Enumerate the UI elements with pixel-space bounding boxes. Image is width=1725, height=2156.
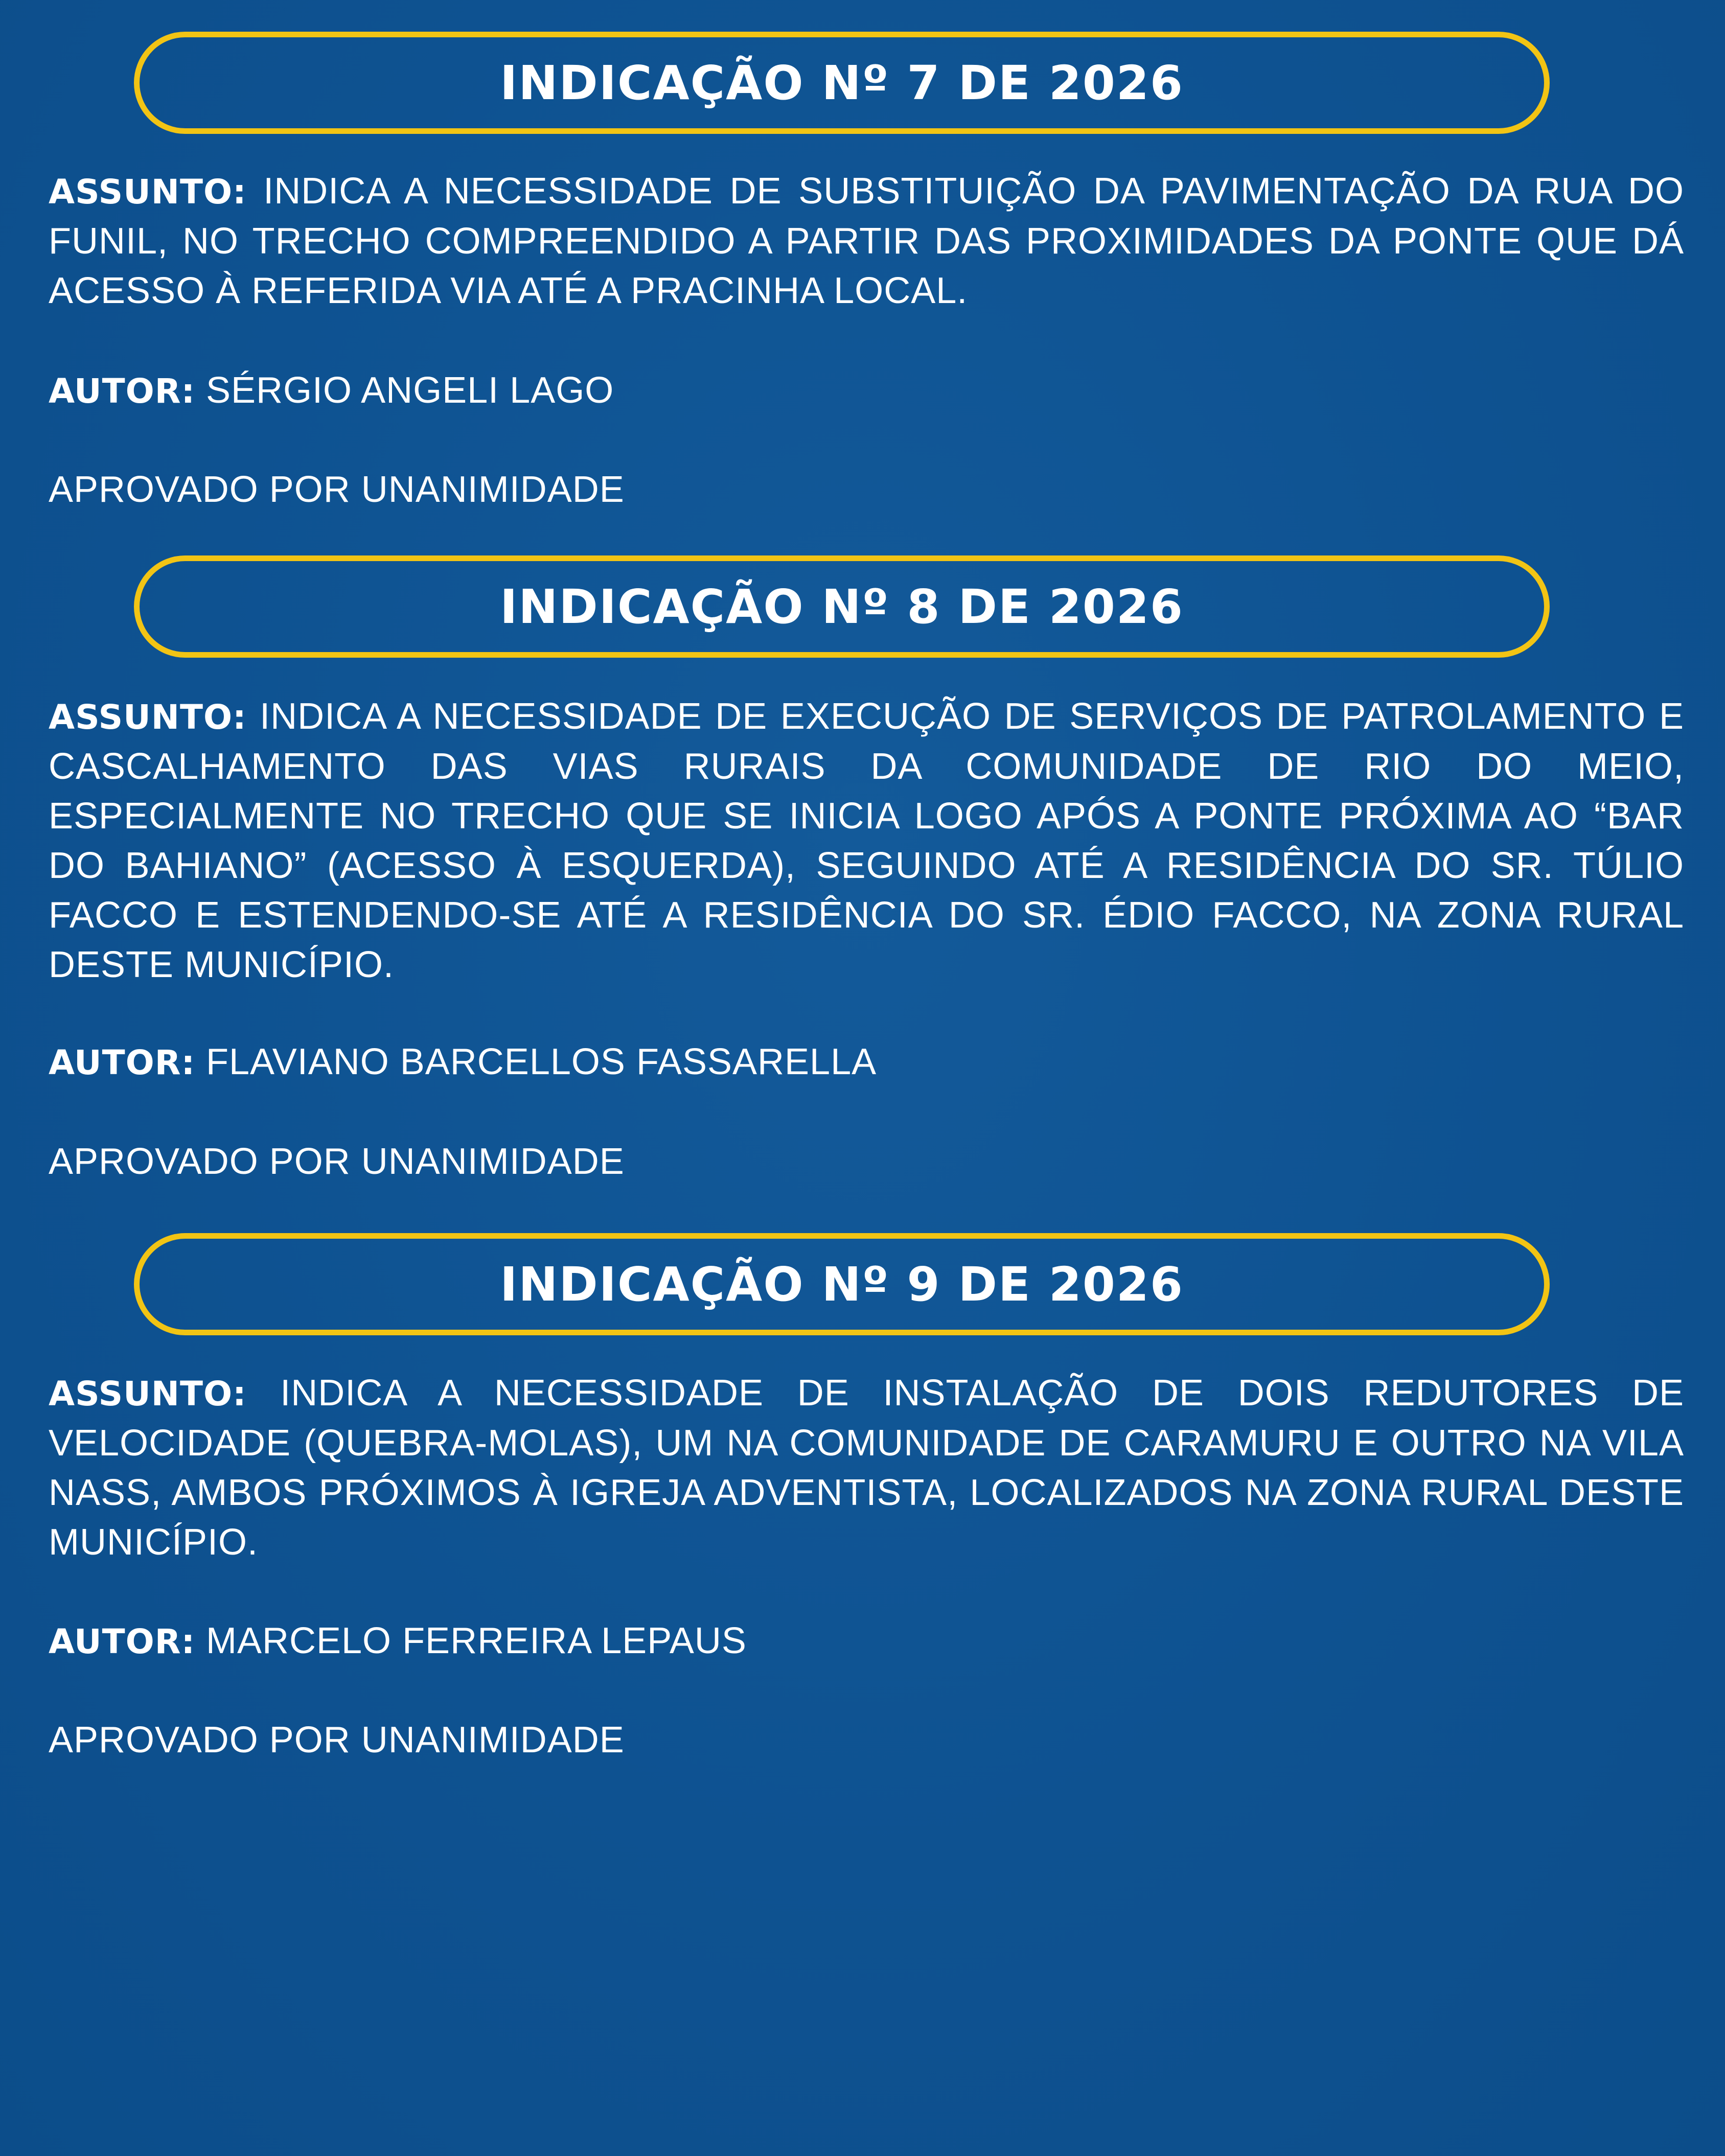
indicacao-9-header — [134, 1233, 1550, 1335]
indicacao-9-subject-label: ASSUNTO: — [49, 1374, 247, 1413]
indicacao-8-status: APROVADO POR UNANIMIDADE — [49, 1141, 625, 1182]
indicacao-8-author-name: FLAVIANO BARCELLOS FASSARELLA — [206, 1041, 877, 1082]
indicacao-8-title: INDICAÇÃO Nº 8 DE 2026 — [500, 579, 1184, 634]
indicacao-9-subject — [49, 1369, 1684, 1567]
indicacao-7-subject — [49, 167, 1684, 316]
indicacao-9-subject-text: INDICA A NECESSIDADE DE INSTALAÇÃO DE DOIS REDUTORES DE VELOCIDADE (QUEBRA-MOLAS), UM NA COMUNIDADE DE CARAMURU E OUTRO NA VILA NASS, AMBOS PRÓXIMOS À IGREJA ADVENTISTA, LOCALIZADOS NA ZONA RURAL DESTE MUNICÍPIO. — [49, 1373, 1684, 1563]
indicacao-7-author-label: AUTOR: — [49, 372, 195, 411]
indicacao-7-title: INDICAÇÃO Nº 7 DE 2026 — [500, 55, 1184, 110]
indicacao-8-header — [134, 555, 1550, 658]
indicacao-9-status: APROVADO POR UNANIMIDADE — [49, 1720, 625, 1760]
indicacao-8-author-label: AUTOR: — [49, 1043, 195, 1082]
indicacao-9-author — [49, 1616, 1684, 1666]
indicacao-9-title: INDICAÇÃO Nº 9 DE 2026 — [500, 1257, 1184, 1312]
indicacao-9-author-label: AUTOR: — [49, 1622, 195, 1661]
indicacao-8-author — [49, 1037, 1684, 1087]
indicacao-7-author-name: SÉRGIO ANGELI LAGO — [206, 370, 614, 411]
indicacao-7-author — [49, 366, 1684, 416]
indicacao-7-header — [134, 32, 1550, 134]
indicacao-7-status: APROVADO POR UNANIMIDADE — [49, 469, 625, 510]
indicacao-8-subject-label: ASSUNTO: — [49, 698, 247, 737]
indicacao-7-subject-text: INDICA A NECESSIDADE DE SUBSTITUIÇÃO DA PAVIMENTAÇÃO DA RUA DO FUNIL, NO TRECHO COMPREENDIDO A PARTIR DAS PROXIMIDADES DA PONTE QUE DÁ ACESSO À REFERIDA VIA ATÉ A PRACINHA LOCAL. — [49, 171, 1684, 311]
indicacao-7-subject-label: ASSUNTO: — [49, 172, 247, 212]
indicacao-9-author-name: MARCELO FERREIRA LEPAUS — [206, 1620, 747, 1661]
indicacao-8-subject-text: INDICA A NECESSIDADE DE EXECUÇÃO DE SERVIÇOS DE PATROLAMENTO E CASCALHAMENTO DAS VIAS RURAIS DA COMUNIDADE DE RIO DO MEIO, ESPECIALMENTE NO TRECHO QUE SE INICIA LOGO APÓS A PONTE PRÓXIMA AO “BAR DO BAHIANO” (ACESSO À ESQUERDA), SEGUINDO ATÉ A RESIDÊNCIA DO SR. TÚLIO FACCO E ESTENDENDO-SE ATÉ A RESIDÊNCIA DO SR. ÉDIO FACCO, NA ZONA RURAL DESTE MUNICÍPIO. — [49, 696, 1684, 985]
indicacao-8-subject — [49, 692, 1684, 990]
